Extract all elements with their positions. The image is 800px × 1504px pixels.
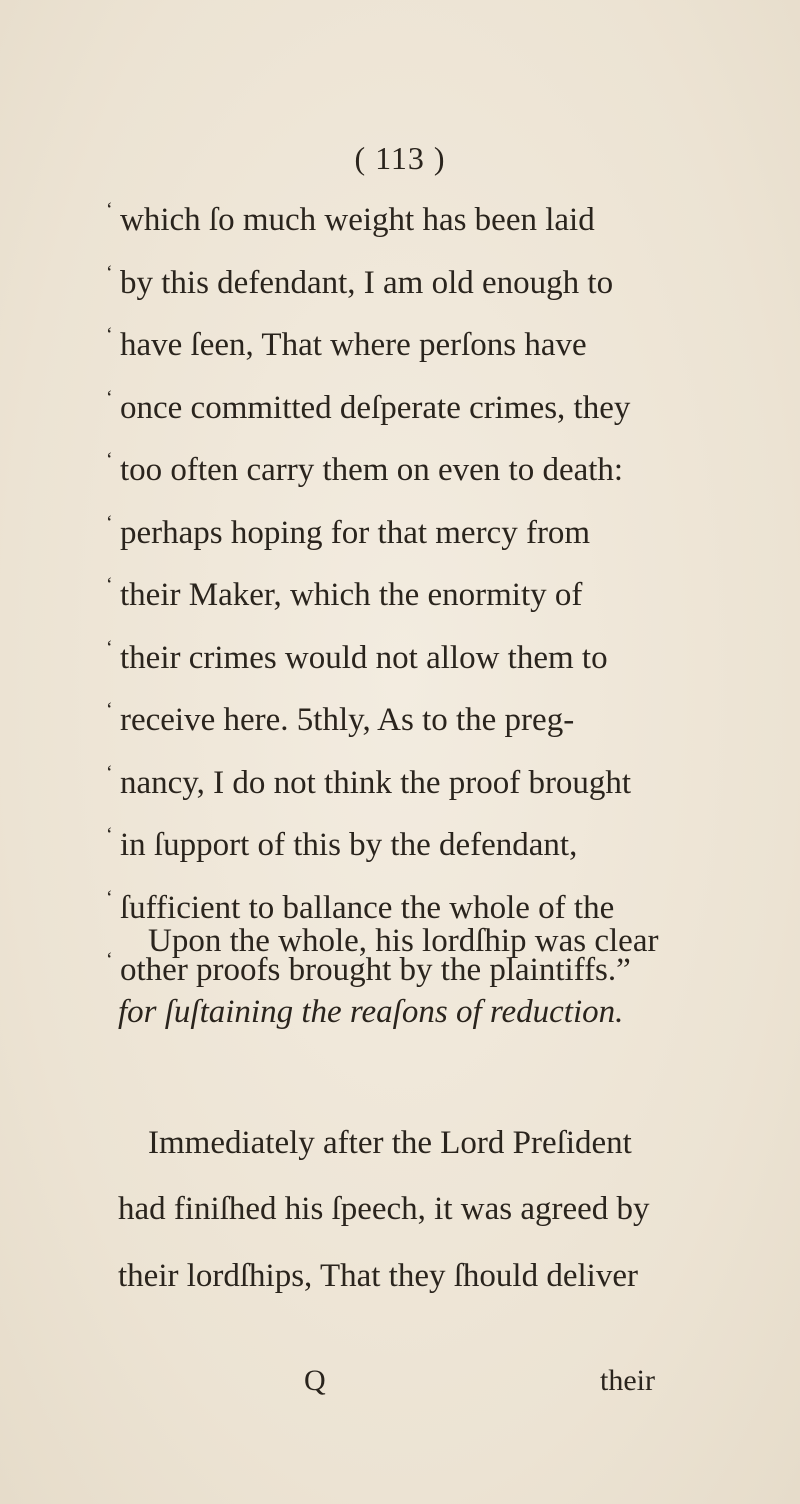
quote-line	[106, 261, 688, 301]
page-number-header: ( 113 )	[354, 140, 446, 176]
catchword: their	[600, 1364, 655, 1397]
quote-mark: ‘	[106, 761, 113, 784]
quote-line	[106, 386, 688, 426]
paragraph-2-line-3: their lordſhips, That they ſhould deliver	[118, 1258, 638, 1294]
quote-mark: ‘	[106, 261, 113, 284]
quote-line-text: once committed deſperate crimes, they	[120, 389, 631, 426]
quote-line-text: too often carry them on even to death:	[120, 452, 624, 488]
quote-line-text: their Maker, which the enormity of	[120, 577, 583, 613]
quote-line	[106, 886, 688, 926]
quote-line-text: which ſo much weight has been laid	[120, 202, 595, 238]
quote-mark: ‘	[106, 949, 113, 971]
quote-line	[106, 324, 688, 363]
quote-mark: ‘	[106, 449, 113, 471]
paragraph-2-line-2: had finiſhed his ſpeech, it was agreed by	[118, 1191, 650, 1227]
quote-mark: ‘	[106, 886, 113, 909]
quote-line-text: their crimes would not allow them to	[120, 639, 608, 676]
quote-mark: ‘	[106, 199, 113, 221]
quote-line	[106, 574, 688, 613]
quote-line	[106, 761, 688, 801]
quote-line-text: by this defendant, I am old enough to	[120, 264, 614, 301]
paragraph-1-line-1: Upon the whole, his lordſhip was clear	[148, 923, 659, 959]
paragraph-1-line-2: for ſuſtaining the reaſons of reduction.	[118, 994, 624, 1030]
signature-mark: Q	[304, 1364, 326, 1397]
quote-line	[106, 449, 688, 488]
quote-line-text: have ſeen, That where perſons have	[120, 327, 587, 363]
quote-line	[106, 511, 688, 551]
quote-mark: ‘	[106, 824, 113, 846]
quote-line-text: ſufficient to ballance the whole of the	[120, 889, 615, 926]
quote-line	[106, 699, 688, 738]
quote-line	[106, 824, 688, 863]
quote-line	[106, 199, 688, 238]
quote-mark: ‘	[106, 386, 113, 409]
quote-mark: ‘	[106, 324, 113, 346]
quote-mark: ‘	[106, 574, 113, 596]
quote-mark: ‘	[106, 636, 113, 659]
quote-line	[106, 636, 688, 676]
paragraph-2-line-1: Immediately after the Lord Preſident	[148, 1125, 632, 1161]
quote-line-text: other proofs brought by the plaintiffs.”	[120, 952, 631, 988]
quote-mark: ‘	[106, 511, 113, 534]
quote-line-text: nancy, I do not think the proof brought	[120, 764, 632, 801]
quote-mark: ‘	[106, 699, 113, 721]
quote-line-text: perhaps hoping for that mercy from	[120, 514, 591, 551]
quote-line-text: receive here. 5thly, As to the preg-	[120, 702, 575, 738]
quote-line-text: in ſupport of this by the defendant,	[120, 827, 578, 863]
